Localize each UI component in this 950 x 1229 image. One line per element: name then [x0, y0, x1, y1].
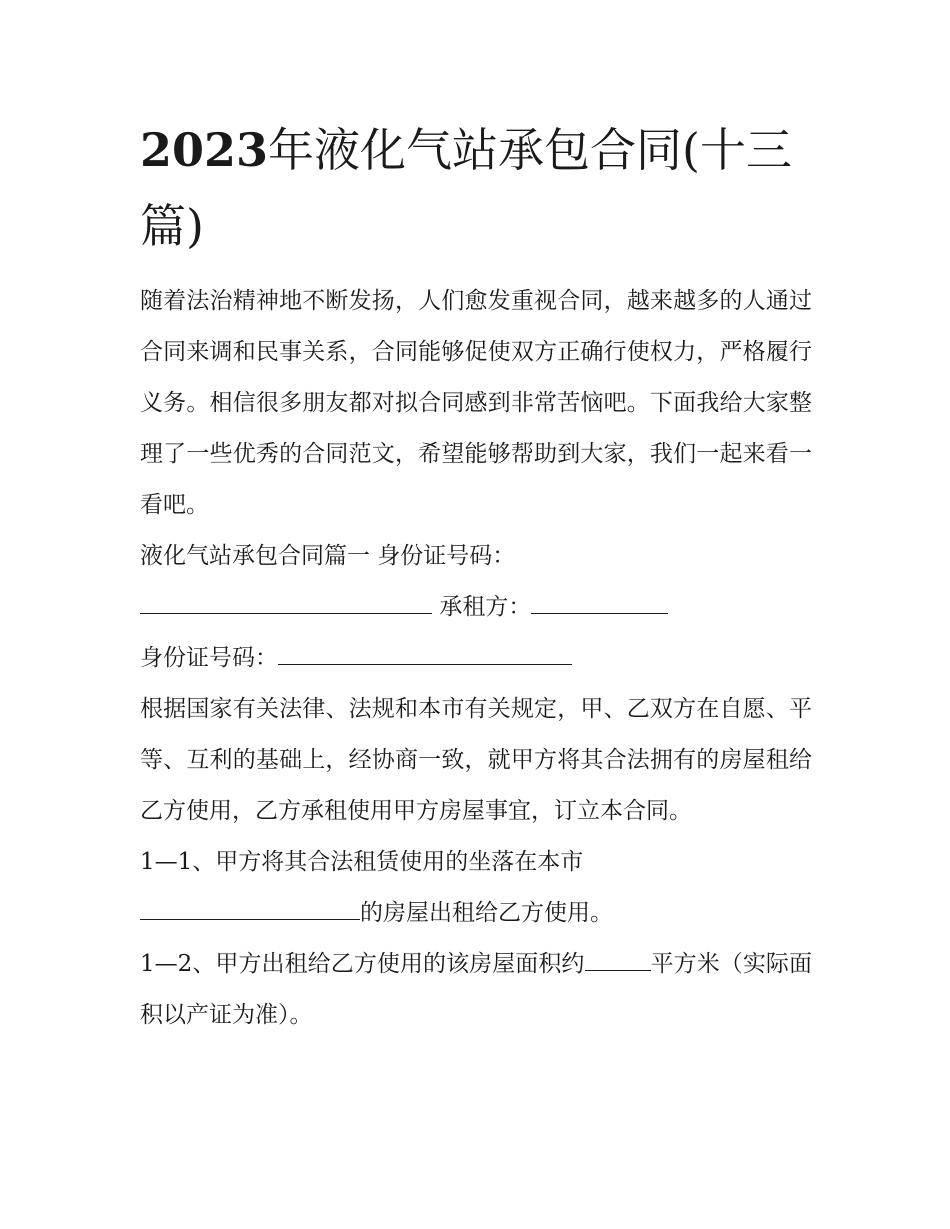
document-title: [140, 112, 812, 264]
lessee-id-blank: [278, 640, 572, 665]
clause-1-1-suffix: 的房屋出租给乙方使用。: [360, 900, 613, 926]
title-text: 年液化气站承包合同(十三篇): [140, 123, 792, 253]
clause-1-2-prefix: 1—2、甲方出租给乙方使用的该房屋面积约: [140, 951, 585, 977]
intro-paragraph: 随着法治精神地不断发扬，人们愈发重视合同，越来越多的人通过合同来调和民事关系，合同能够促使双方正确行使权力，严格履行义务。相信很多朋友都对拟合同感到非常苦恼吧。下面我给大家整理了一些优秀的合同范文，希望能够帮助到大家，我们一起来看一看吧。: [140, 288, 812, 518]
id-number-blank: [140, 589, 432, 614]
clause-1-1: [140, 837, 812, 939]
clause-1-1-prefix: 1—1、甲方将其合法租赁使用的坐落在本市: [140, 849, 584, 875]
clause-1-2: [140, 939, 812, 1041]
document-page: [140, 112, 812, 1041]
title-year: 2023: [140, 123, 269, 177]
area-blank: [585, 946, 651, 971]
section-heading: 液化气站承包合同篇一 身份证号码：: [140, 543, 516, 569]
lessee-line: [140, 582, 812, 633]
lessee-name-blank: [531, 589, 668, 614]
basis-paragraph: 根据国家有关法律、法规和本市有关规定，甲、乙双方在自愿、平等、互利的基础上，经协商一致，就甲方将其合法拥有的房屋租给乙方使用，乙方承租使用甲方房屋事宜，订立本合同。: [140, 696, 812, 824]
id-line: [140, 633, 812, 684]
id-label: 身份证号码：: [140, 645, 278, 671]
lessee-label: 承租方：: [439, 594, 532, 620]
address-blank: [140, 895, 360, 920]
clause-1-2-suffix: 平方米（实际面积以产证为准）。: [140, 951, 812, 1028]
